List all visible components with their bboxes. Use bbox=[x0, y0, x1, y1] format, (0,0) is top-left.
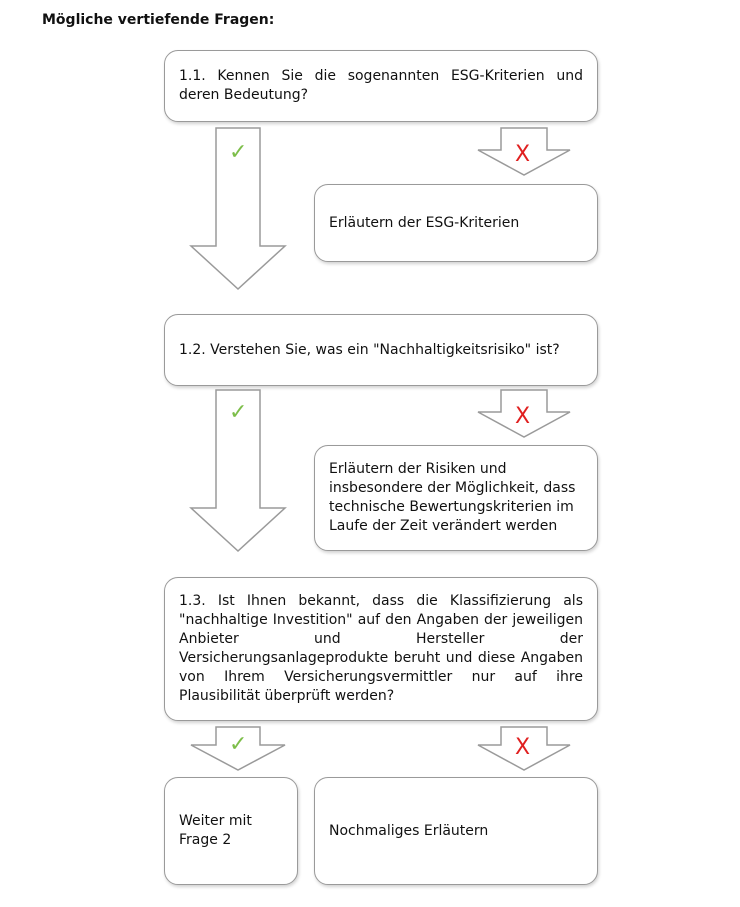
explanation-1-box bbox=[314, 184, 598, 262]
check-icon: ✓ bbox=[229, 400, 248, 425]
outcome-no-box bbox=[314, 777, 598, 885]
question-1-2-text: 1.2. Verstehen Sie, was ein "Nachhaltigkeitsrisiko" ist? bbox=[179, 341, 560, 358]
question-1-1-text: 1.1. Kennen Sie die sogenannten ESG-Kriterien und deren Bedeutung? bbox=[179, 68, 583, 103]
explanation-2-box bbox=[314, 445, 598, 551]
question-1-3-text: 1.3. Ist Ihnen bekannt, dass die Klassifizierung als "nachhaltige Investition" auf den Angaben der jeweiligen Anbieter und Hersteller der Versicherungsanlageprodukte beruht und diese Angaben von Ihrem Versicherungsvermittler nur auf ihre Plausibilität überprüft werden? bbox=[179, 593, 583, 704]
question-1-2-box bbox=[164, 314, 598, 386]
outcome-no-text: Nochmaliges Erläutern bbox=[329, 822, 489, 839]
question-1-3-box bbox=[164, 577, 598, 721]
cross-icon: X bbox=[515, 404, 531, 429]
check-icon: ✓ bbox=[229, 732, 248, 757]
outcome-yes-text: Weiter mit Frage 2 bbox=[179, 813, 252, 848]
explanation-1-text: Erläutern der ESG-Kriterien bbox=[329, 214, 520, 231]
explanation-2-text: Erläutern der Risiken und insbesondere der Möglichkeit, dass technische Bewertungskriterien im Laufe der Zeit verändert werden bbox=[329, 461, 576, 534]
cross-icon: X bbox=[515, 142, 531, 167]
outcome-yes-box bbox=[164, 777, 298, 885]
check-icon: ✓ bbox=[229, 140, 248, 165]
question-1-1-box bbox=[164, 50, 598, 122]
page-title: Mögliche vertiefende Fragen: bbox=[42, 12, 275, 28]
cross-icon: X bbox=[515, 735, 531, 760]
